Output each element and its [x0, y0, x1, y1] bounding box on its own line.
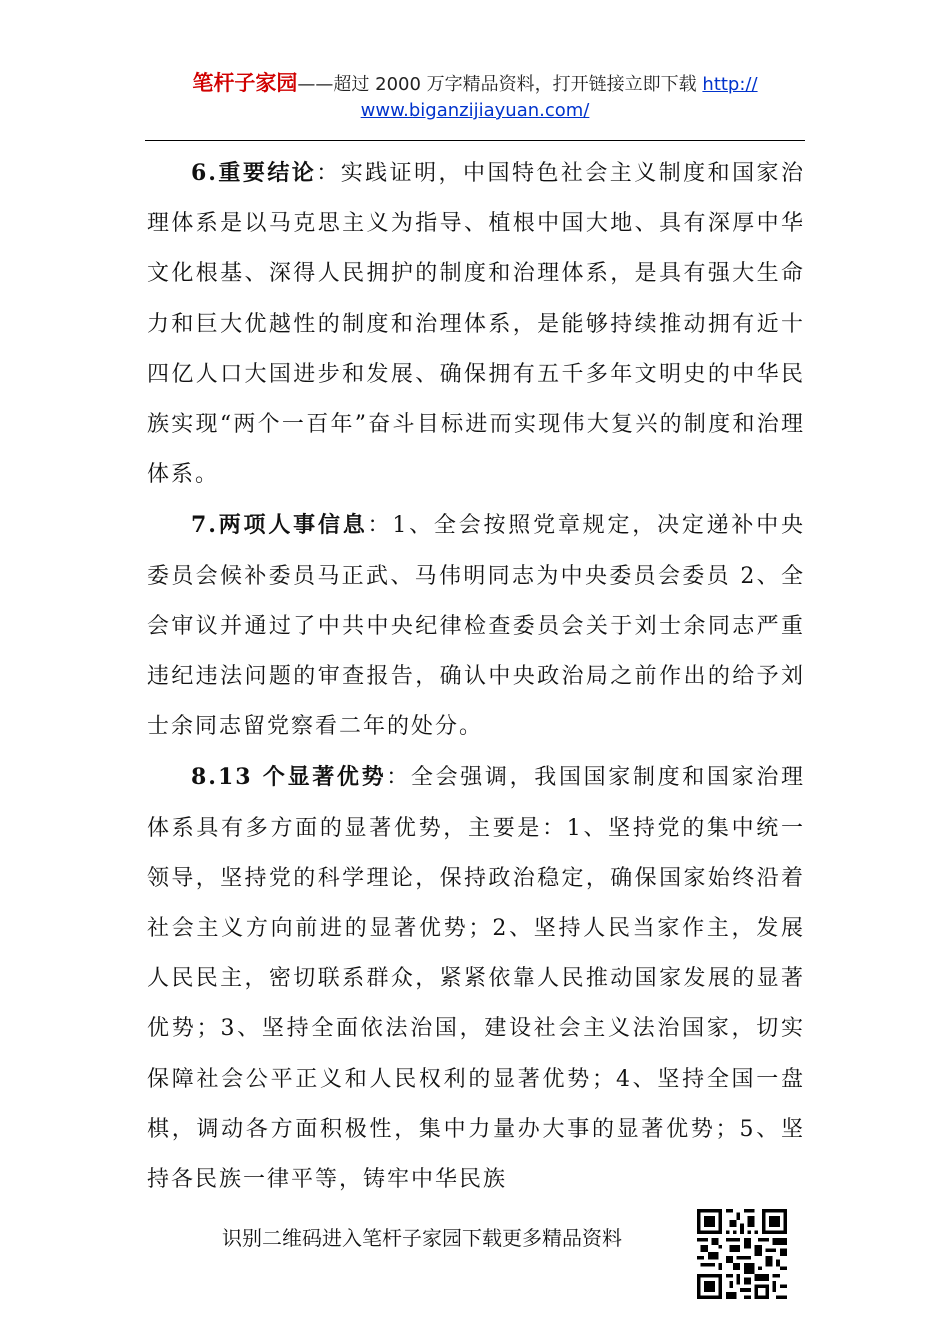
paragraph-text: ：1、全会按照党章规定，决定递补中央委员会候补委员马正武、马伟明同志为中央委员会委员 2、全会审议并通过了中共中央纪律检查委员会关于刘士余同志严重违纪违法问题的审查报告，确认中央政治局之前作出的给予刘士余同志留党察看二年的处分。 [147, 513, 806, 740]
header-divider [145, 140, 805, 141]
paragraph-text: ：实践证明，中国特色社会主义制度和国家治理体系是以马克思主义为指导、植根中国大地、具有深厚中华文化根基、深得人民拥护的制度和治理体系，是具有强大生命力和巨大优越性的制度和治理体系，是能够持续推动拥有近十四亿人口大国进步和发展、确保拥有五千多年文明史的中华民族实现“两个一百年”奋斗目标进而实现伟大复兴的制度和治理体系。 [147, 161, 805, 488]
paragraph-lead: 8.13 个显著优势 [191, 764, 387, 791]
qr-code-icon[interactable] [697, 1209, 787, 1299]
footer-caption: 识别二维码进入笔杆子家园下载更多精品资料 [222, 1226, 622, 1250]
paragraph-lead: 6.重要结论 [191, 160, 317, 186]
brand-name: 笔杆子家园 [192, 71, 298, 95]
site-link-part1[interactable]: http:// [702, 74, 758, 95]
paragraph-lead: 7.两项人事信息 [191, 512, 368, 539]
header-slogan: ——超过 2000 万字精品资料，打开链接立即下载 [297, 74, 703, 95]
paragraph-advantages [147, 752, 805, 1205]
paragraph-personnel [147, 500, 805, 752]
header-line-2 [145, 98, 805, 124]
site-link-part2[interactable]: www.biganzijiayuan.com/ [360, 100, 590, 121]
page-header [145, 70, 805, 124]
paragraph-text: ：全会强调，我国国家制度和国家治理体系具有多方面的显著优势，主要是：1、坚持党的集中统一领导，坚持党的科学理论，保持政治稳定，确保国家始终沿着社会主义方向前进的显著优势；2、坚持人民当家作主，发展人民民主，密切联系群众，紧紧依靠人民推动国家发展的显著优势；3、坚持全面依法治国，建设社会主义法治国家，切实保障社会公平正义和人民权利的显著优势；4、坚持全国一盘棋，调动各方面积极性，集中力量办大事的显著优势；5、坚持各民族一律平等，铸牢中华民族 [147, 765, 805, 1193]
header-line-1 [145, 70, 805, 98]
paragraph-conclusion [147, 148, 805, 500]
document-body [147, 148, 805, 1205]
